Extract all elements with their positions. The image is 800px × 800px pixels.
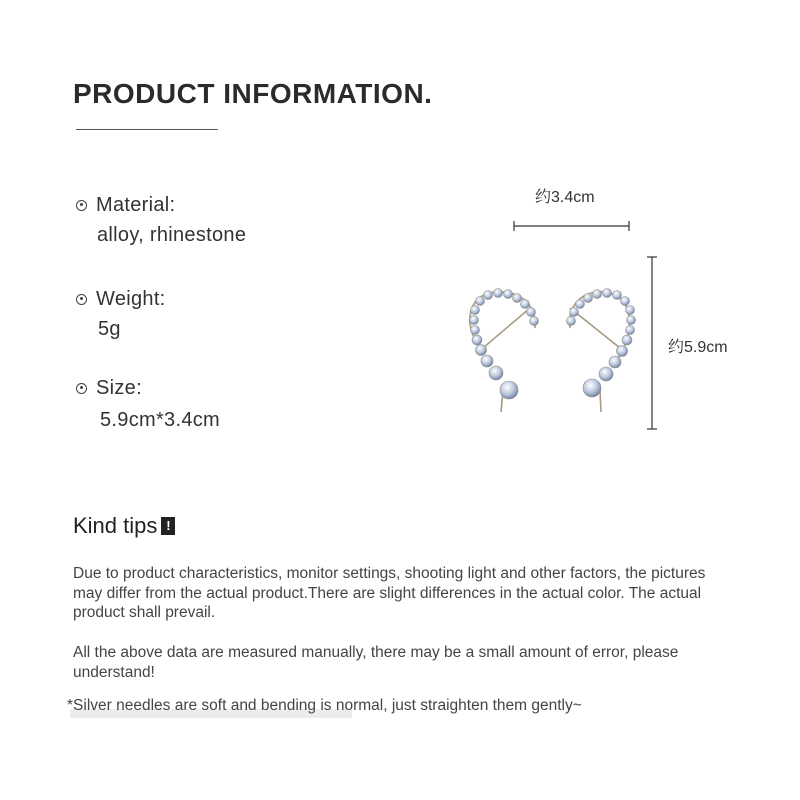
right-earring <box>567 289 636 413</box>
spec-value: alloy, rhinestone <box>97 224 247 246</box>
spec-value: 5.9cm*3.4cm <box>100 409 221 431</box>
left-earring <box>470 289 539 413</box>
tips-paragraph-measurement: All the above data are measured manually, there may be a small amount of error, please understand! <box>73 644 679 681</box>
spec-label: Size: <box>96 376 142 399</box>
spec-label: Material: <box>96 193 176 216</box>
height-dimension-label: 约5.9cm <box>668 339 728 356</box>
spec-label: Weight: <box>96 287 166 310</box>
kind-tips-heading <box>73 513 175 539</box>
tips-paragraph-disclaimer: Due to product characteristics, monitor settings, shooting light and other factors, the pictures may differ from the actual product.There are slight differences in the actual color. The actual product shall prevail. <box>73 565 706 621</box>
page-title: PRODUCT INFORMATION. <box>73 78 433 109</box>
kind-tips-label: Kind tips <box>73 513 158 538</box>
width-dimension-label: 约3.4cm <box>535 189 595 206</box>
spec-value: 5g <box>98 318 121 340</box>
silver-needle-note: *Silver needles are soft and bending is normal, just straighten them gently~ <box>67 697 582 714</box>
earring-product-image <box>455 240 655 440</box>
exclamation-icon: ! <box>161 517 175 535</box>
